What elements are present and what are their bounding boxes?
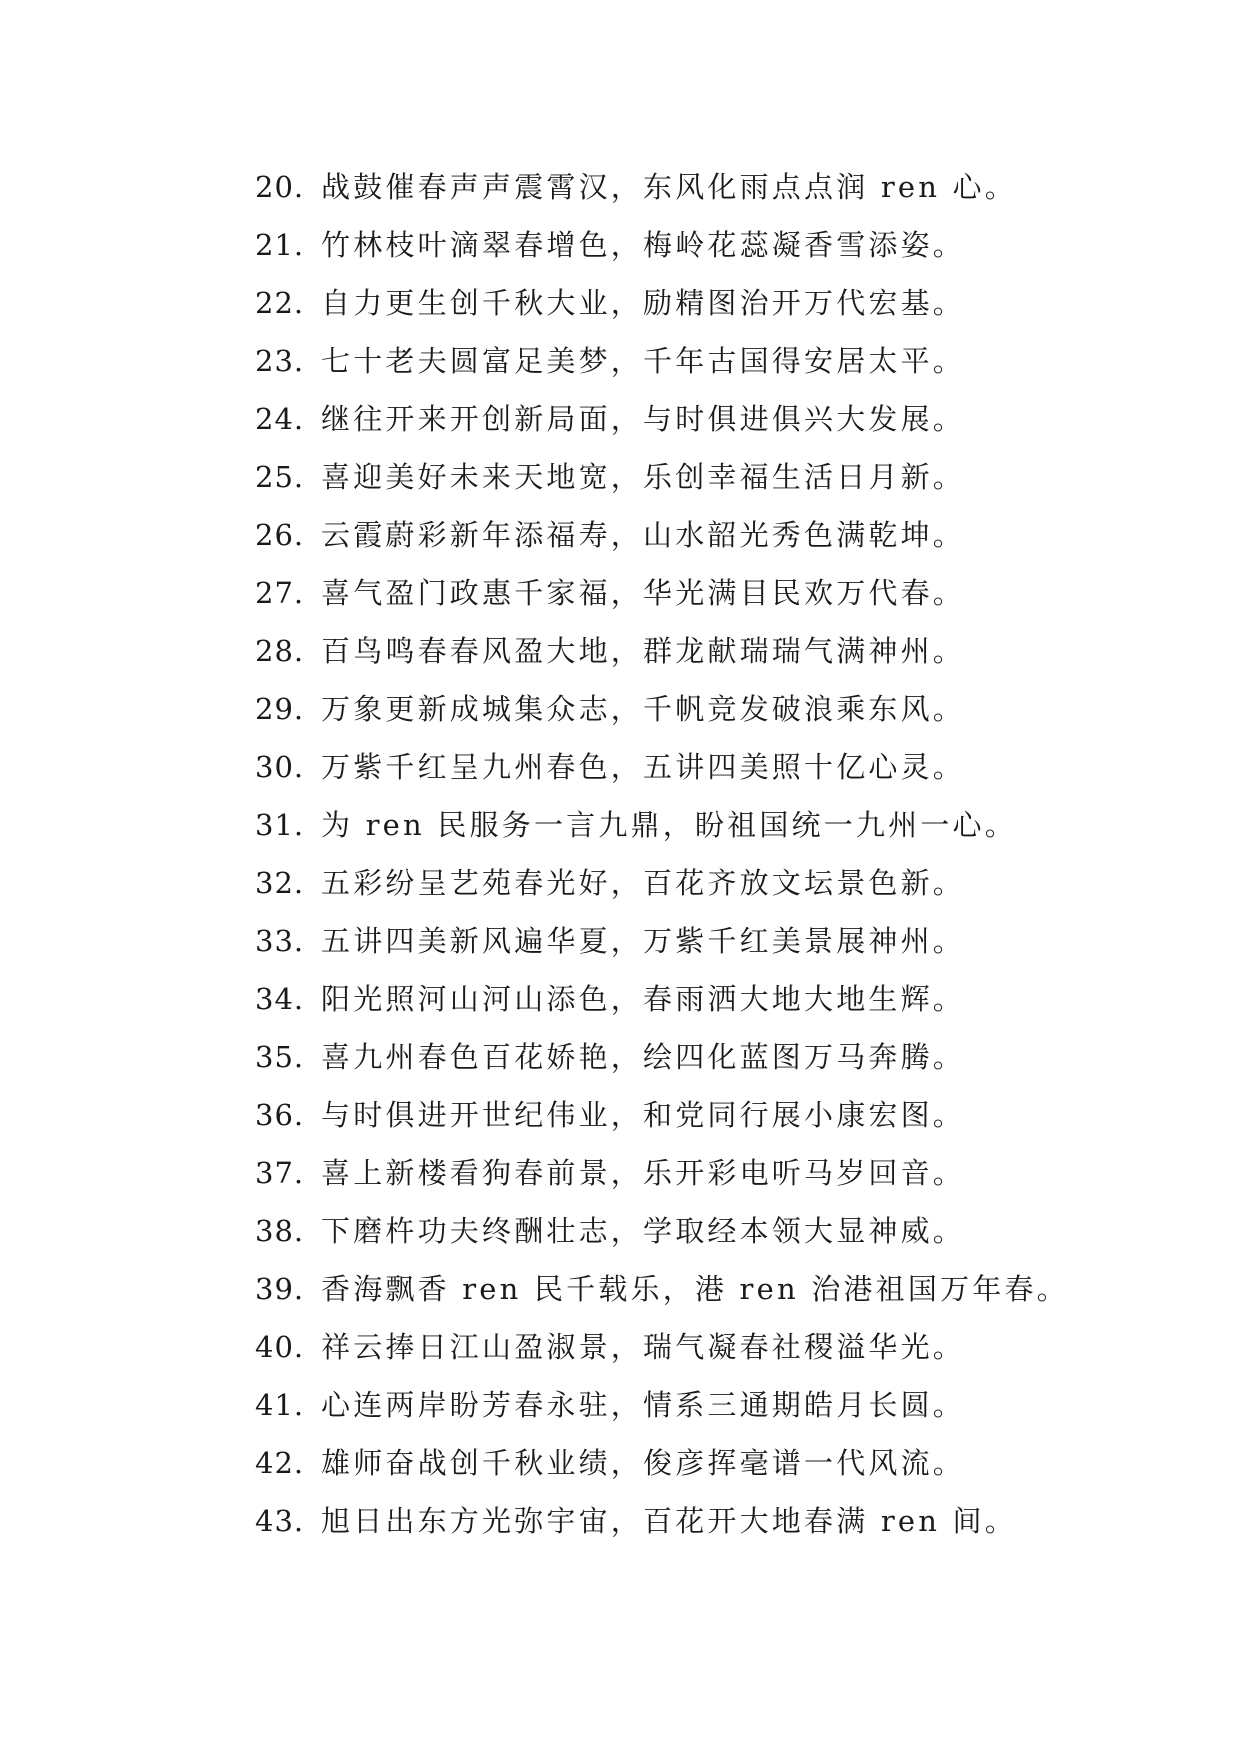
couplet-text: 自力更生创千秋大业，励精图治开万代宏基。 — [321, 286, 966, 320]
list-item — [255, 680, 1069, 738]
list-item — [255, 158, 1069, 216]
couplet-text: 心连两岸盼芳春永驻，情系三通期皓月长圆。 — [321, 1388, 966, 1422]
item-number: 34. — [255, 982, 305, 1016]
list-item — [255, 1202, 1069, 1260]
list-item — [255, 506, 1069, 564]
list-item — [255, 912, 1069, 970]
item-number: 29. — [255, 692, 305, 726]
item-number: 38. — [255, 1214, 305, 1248]
item-number: 37. — [255, 1156, 305, 1190]
item-number: 42. — [255, 1446, 305, 1480]
couplet-text: 喜迎美好未来天地宽，乐创幸福生活日月新。 — [321, 460, 966, 494]
item-number: 28. — [255, 634, 305, 668]
couplet-text: 五彩纷呈艺苑春光好，百花齐放文坛景色新。 — [321, 866, 966, 900]
list-item — [255, 970, 1069, 1028]
item-number: 26. — [255, 518, 305, 552]
list-item — [255, 622, 1069, 680]
item-number: 25. — [255, 460, 305, 494]
list-item — [255, 1376, 1069, 1434]
couplet-text: 喜上新楼看狗春前景，乐开彩电听马岁回音。 — [321, 1156, 966, 1190]
list-item — [255, 274, 1069, 332]
couplet-text: 竹林枝叶滴翠春增色，梅岭花蕊凝香雪添姿。 — [321, 228, 966, 262]
item-number: 43. — [255, 1504, 305, 1538]
couplet-text: 祥云捧日江山盈淑景，瑞气凝春社稷溢华光。 — [321, 1330, 966, 1364]
couplet-text: 万象更新成城集众志，千帆竞发破浪乘东风。 — [321, 692, 966, 726]
list-item — [255, 390, 1069, 448]
item-number: 27. — [255, 576, 305, 610]
couplet-text: 旭日出东方光弥宇宙，百花开大地春满 ren 间。 — [321, 1504, 1017, 1538]
item-number: 30. — [255, 750, 305, 784]
list-item — [255, 1144, 1069, 1202]
item-number: 22. — [255, 286, 305, 320]
item-number: 32. — [255, 866, 305, 900]
couplet-text: 喜九州春色百花娇艳，绘四化蓝图万马奔腾。 — [321, 1040, 966, 1074]
item-number: 21. — [255, 228, 305, 262]
list-item — [255, 1318, 1069, 1376]
couplet-text: 五讲四美新风遍华夏，万紫千红美景展神州。 — [321, 924, 966, 958]
list-item — [255, 332, 1069, 390]
couplet-text: 继往开来开创新局面，与时俱进俱兴大发展。 — [321, 402, 966, 436]
item-number: 41. — [255, 1388, 305, 1422]
list-item — [255, 1086, 1069, 1144]
couplet-text: 七十老夫圆富足美梦，千年古国得安居太平。 — [321, 344, 966, 378]
couplet-text: 为 ren 民服务一言九鼎，盼祖国统一九州一心。 — [321, 808, 1017, 842]
item-number: 31. — [255, 808, 305, 842]
item-number: 20. — [255, 170, 305, 204]
couplet-text: 喜气盈门政惠千家福，华光满目民欢万代春。 — [321, 576, 966, 610]
item-number: 23. — [255, 344, 305, 378]
couplet-text: 万紫千红呈九州春色，五讲四美照十亿心灵。 — [321, 750, 966, 784]
item-number: 40. — [255, 1330, 305, 1364]
couplet-text: 云霞蔚彩新年添福寿，山水韶光秀色满乾坤。 — [321, 518, 966, 552]
couplet-text: 香海飘香 ren 民千载乐，港 ren 治港祖国万年春。 — [321, 1272, 1069, 1306]
couplet-text: 百鸟鸣春春风盈大地，群龙献瑞瑞气满神州。 — [321, 634, 966, 668]
list-item — [255, 796, 1069, 854]
item-number: 39. — [255, 1272, 305, 1306]
couplet-text: 下磨杵功夫终酬壮志，学取经本领大显神威。 — [321, 1214, 966, 1248]
item-number: 24. — [255, 402, 305, 436]
couplet-text: 阳光照河山河山添色，春雨洒大地大地生辉。 — [321, 982, 966, 1016]
couplet-list — [255, 158, 1069, 1550]
list-item — [255, 1028, 1069, 1086]
couplet-text: 战鼓催春声声震霄汉，东风化雨点点润 ren 心。 — [321, 170, 1017, 204]
item-number: 35. — [255, 1040, 305, 1074]
list-item — [255, 1260, 1069, 1318]
list-item — [255, 448, 1069, 506]
couplet-text: 与时俱进开世纪伟业，和党同行展小康宏图。 — [321, 1098, 966, 1132]
list-item — [255, 564, 1069, 622]
list-item — [255, 1492, 1069, 1550]
item-number: 36. — [255, 1098, 305, 1132]
list-item — [255, 854, 1069, 912]
list-item — [255, 738, 1069, 796]
couplet-text: 雄师奋战创千秋业绩，俊彦挥毫谱一代风流。 — [321, 1446, 966, 1480]
list-item — [255, 1434, 1069, 1492]
item-number: 33. — [255, 924, 305, 958]
list-item — [255, 216, 1069, 274]
